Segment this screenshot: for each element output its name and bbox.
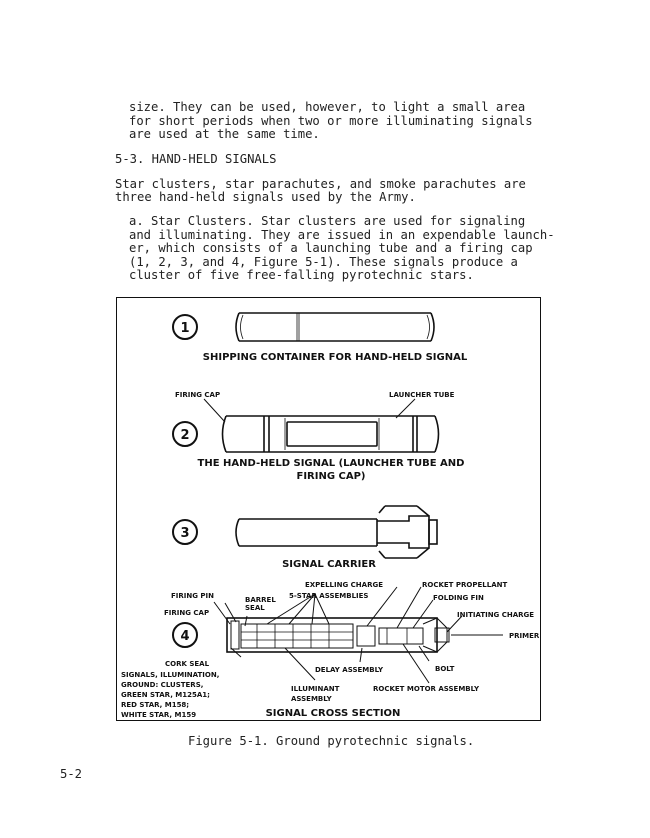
item-2-number: 2 [180, 428, 190, 443]
figure-box [116, 297, 541, 721]
label-initiating-charge: INITIATING CHARGE [457, 611, 535, 619]
label-illuminant-line-2: ASSEMBLY [291, 695, 332, 703]
subsection-line-4: (1, 2, 3, and 4, Figure 5-1). These signals produce a [129, 255, 518, 269]
designation-line-5: WHITE STAR, M159 [121, 711, 197, 719]
item-4-number: 4 [180, 629, 190, 644]
figure-caption: Figure 5-1. Ground pyrotechnic signals. [188, 734, 475, 748]
label-launcher-tube: LAUNCHER TUBE [389, 391, 455, 399]
subsection-line-5: cluster of five free-falling pyrotechnic stars. [129, 268, 474, 282]
subsection-line-2: and illuminating. They are issued in an expendable launch- [129, 228, 555, 242]
designation-line-2: GROUND: CLUSTERS, [121, 681, 204, 689]
label-seal: SEAL [245, 604, 265, 612]
label-cork-seal: CORK SEAL [165, 660, 210, 668]
label-firing-cap-4: FIRING CAP [164, 609, 210, 617]
section-line-1: Star clusters, star parachutes, and smoke parachutes are [115, 177, 526, 191]
label-firing-cap: FIRING CAP [175, 391, 221, 399]
intro-line-3: are used at the same time. [129, 127, 320, 141]
subsection-line-1: a. Star Clusters. Star clusters are used for signaling [129, 214, 526, 228]
item-4-title: SIGNAL CROSS SECTION [265, 708, 401, 719]
designation-line-1: SIGNALS, ILLUMINATION, [121, 671, 220, 679]
item-3-number: 3 [180, 526, 190, 541]
signal-carrier [173, 506, 437, 558]
label-firing-pin: FIRING PIN [171, 592, 215, 600]
item-2-title-line-2: FIRING CAP) [296, 471, 366, 482]
subsection-line-3: er, which consists of a launching tube and a firing cap [129, 241, 533, 255]
label-primer: PRIMER [509, 632, 540, 640]
hand-held-signal [173, 399, 439, 452]
section-line-2: three hand-held signals used by the Army. [115, 190, 416, 204]
item-1-number: 1 [180, 321, 190, 336]
label-illuminant-line-1: ILLUMINANT [291, 685, 340, 693]
intro-line-2: for short periods when two or more illuminating signals [129, 114, 533, 128]
designation-line-3: GREEN STAR, M125A1; [121, 691, 210, 699]
label-barrel: BARREL [245, 596, 276, 604]
item-3-title: SIGNAL CARRIER [282, 559, 376, 570]
designation-line-4: RED STAR, M158; [121, 701, 190, 709]
label-five-star: 5-STAR ASSEMBLIES [289, 592, 369, 600]
figure-illustration [117, 298, 542, 722]
shipping-container [173, 313, 434, 341]
item-2-title-line-1: THE HAND-HELD SIGNAL (LAUNCHER TUBE AND [197, 458, 465, 469]
label-bolt: BOLT [435, 665, 455, 673]
page-number: 5-2 [60, 767, 83, 781]
section-heading: 5-3. HAND-HELD SIGNALS [115, 152, 277, 166]
label-folding-fin: FOLDING FIN [433, 594, 484, 602]
intro-line-1: size. They can be used, however, to light a small area [129, 100, 526, 114]
label-rocket-motor: ROCKET MOTOR ASSEMBLY [373, 685, 480, 693]
label-rocket-propellant: ROCKET PROPELLANT [422, 581, 508, 589]
item-1-title: SHIPPING CONTAINER FOR HAND-HELD SIGNAL [202, 352, 468, 363]
label-expelling-charge: EXPELLING CHARGE [305, 581, 383, 589]
label-delay-assembly: DELAY ASSEMBLY [315, 666, 384, 674]
